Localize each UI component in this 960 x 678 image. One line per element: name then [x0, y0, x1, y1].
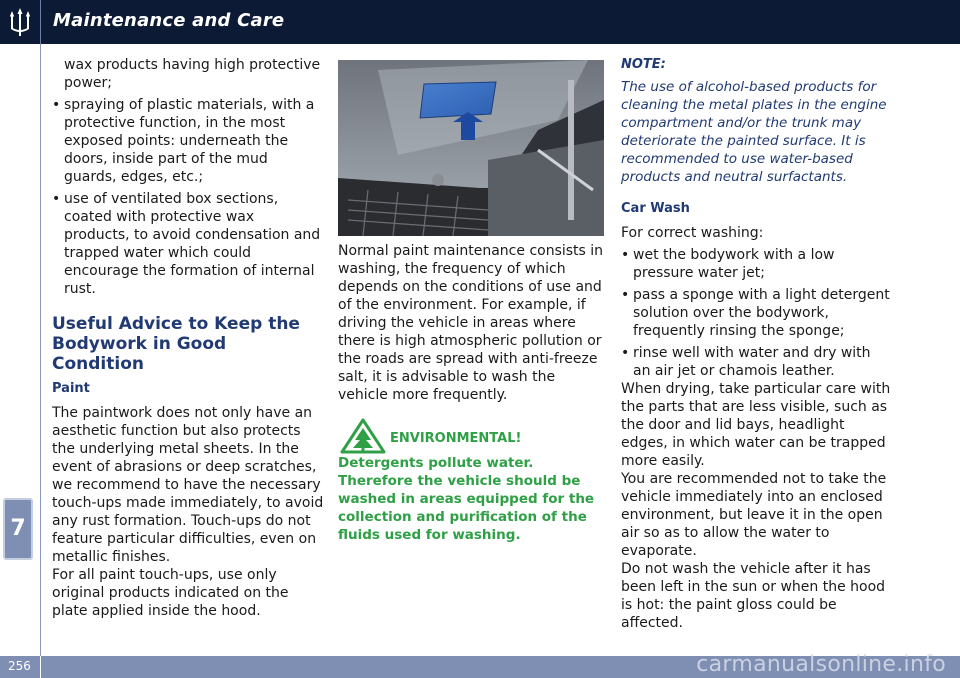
trident-logo: [0, 0, 41, 44]
page-footer: [0, 652, 960, 678]
environment-title: ENVIRONMENTAL!: [390, 431, 522, 446]
paragraph: For all paint touch-ups, use only original products indicated on the plate applied inside the hood.: [52, 567, 289, 619]
page-number: 256: [8, 659, 31, 673]
tree-warning-icon: [340, 418, 386, 454]
note-text: The use of alcohol-based products for cleaning the metal plates in the engine compartment and/or the trunk may deteriorate the painted surface. It is recommended to use water-based products and neutral surfactants.: [621, 79, 887, 185]
chapter-tab[interactable]: 7: [3, 498, 33, 560]
bullet-text: rinse well with water and dry with an air jet or chamois leather.: [633, 345, 871, 379]
bullet-item: [621, 286, 891, 340]
bullet-dot: •: [621, 247, 630, 263]
bullet-dot: •: [621, 287, 630, 303]
bullet-item: [52, 190, 324, 298]
paragraph: For correct washing:: [621, 225, 764, 241]
paragraph: Normal paint maintenance consists in washing, the frequency of which depends on the conditions of use and of the environment. For example, if driving the vehicle in areas where there is high atmospheric pollution or the roads are spread with anti-freeze salt, it is advisable to wash the vehicle more frequently.: [338, 243, 604, 403]
bullet-item: [52, 96, 324, 186]
bullet-continuation: wax products having high protective power;: [64, 57, 321, 91]
text-column-1: [52, 56, 324, 620]
bullet-dot: •: [621, 345, 630, 361]
bullet-text: use of ventilated box sections, coated with protective wax products, to avoid condensation and trapped water which could encourage the formation of internal rust.: [64, 191, 321, 297]
paragraph: You are recommended not to take the vehicle immediately into an enclosed environment, but leave it in the open air so as to allow the water to evaporate.: [621, 471, 887, 559]
hood-plate-photo: [338, 60, 604, 236]
environment-warning-header: [338, 418, 604, 454]
subheading-car-wash: Car Wash: [621, 201, 690, 216]
section-title: Maintenance and Care: [53, 10, 285, 31]
bullet-dot: •: [52, 97, 61, 113]
page-header: [0, 0, 960, 44]
chapter-sidebar: [0, 44, 41, 656]
bullet-text: pass a sponge with a light detergent solution over the bodywork, frequently rinsing the sponge;: [633, 287, 890, 339]
subheading-paint: Paint: [52, 381, 90, 396]
paragraph: When drying, take particular care with the parts that are less visible, such as the door and lid bays, headlight edges, in which water can be trapped more easily.: [621, 381, 891, 469]
paragraph: Do not wash the vehicle after it has been left in the sun or when the hood is hot: the paint gloss could be affected.: [621, 561, 886, 631]
paragraph: The paintwork does not only have an aesthetic function but also protects the underlying metal sheets. In the event of abrasions or deep scratches, we recommend to have the necessary touch-ups made immediately, to avoid any rust formation. Touch-ups do not feature particular difficulties, even on metallic finishes.: [52, 405, 324, 565]
footer-divider: [40, 656, 41, 678]
text-column-3: [621, 56, 891, 632]
environment-text: Detergents pollute water. Therefore the vehicle should be washed in areas equipped for the collection and purification of the fluids used for washing.: [338, 455, 595, 543]
bullet-dot: •: [52, 191, 61, 207]
watermark: carmanualsonline.info: [696, 652, 946, 677]
bullet-text: wet the bodywork with a low pressure water jet;: [633, 247, 835, 281]
text-column-2: [338, 242, 604, 544]
bullet-text: spraying of plastic materials, with a protective function, in the most exposed points: underneath the doors, inside part of the mud guards, edges, etc.;: [64, 97, 315, 185]
note-title: NOTE:: [621, 57, 666, 72]
section-heading: Useful Advice to Keep the Bodywork in Good Condition: [52, 314, 300, 374]
bullet-item: [621, 246, 891, 282]
bullet-item: [621, 344, 891, 380]
